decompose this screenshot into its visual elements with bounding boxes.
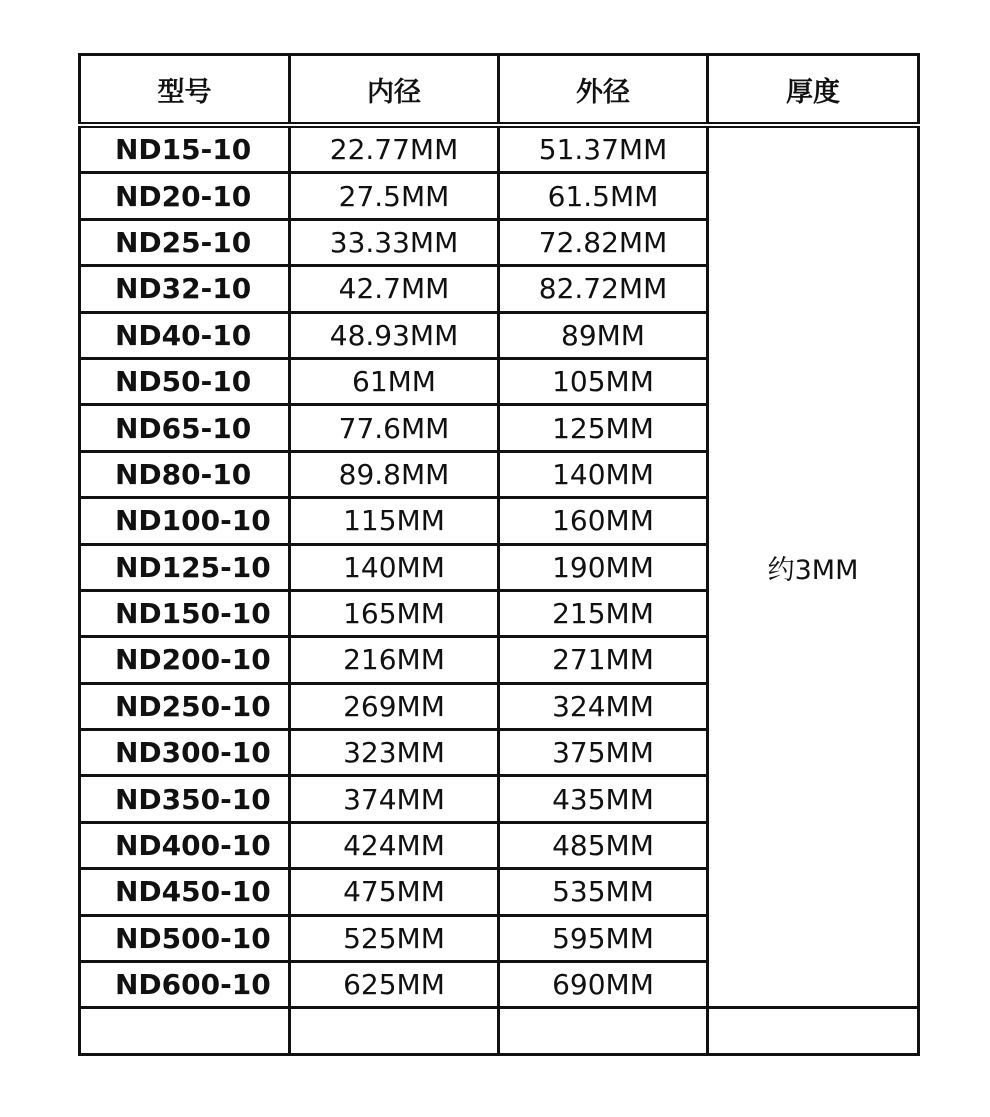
cell-model: ND500-10: [80, 915, 290, 961]
table-body: [80, 125, 919, 1055]
cell-model: ND80-10: [80, 451, 290, 497]
cell-model: ND400-10: [80, 822, 290, 868]
cell-model: ND50-10: [80, 358, 290, 404]
cell-thickness: 约3MM: [708, 125, 919, 1008]
cell-outer-diameter: 89MM: [499, 312, 708, 358]
cell-inner-diameter: 216MM: [290, 637, 499, 683]
cell-model: ND65-10: [80, 405, 290, 451]
cell-inner-diameter: 475MM: [290, 869, 499, 915]
cell-inner-diameter: 525MM: [290, 915, 499, 961]
cell-inner-diameter: 42.7MM: [290, 266, 499, 312]
header-outer-diameter: 外径: [499, 55, 708, 126]
cell-model: ND25-10: [80, 219, 290, 265]
cell-inner-diameter: 424MM: [290, 822, 499, 868]
cell-model: ND250-10: [80, 683, 290, 729]
empty-cell: [290, 1008, 499, 1055]
cell-inner-diameter: 269MM: [290, 683, 499, 729]
cell-model: ND600-10: [80, 962, 290, 1008]
cell-model: ND150-10: [80, 590, 290, 636]
cell-inner-diameter: 140MM: [290, 544, 499, 590]
cell-model: ND450-10: [80, 869, 290, 915]
cell-outer-diameter: 51.37MM: [499, 125, 708, 173]
cell-inner-diameter: 323MM: [290, 730, 499, 776]
cell-outer-diameter: 160MM: [499, 498, 708, 544]
cell-inner-diameter: 77.6MM: [290, 405, 499, 451]
cell-outer-diameter: 535MM: [499, 869, 708, 915]
cell-inner-diameter: 625MM: [290, 962, 499, 1008]
cell-model: ND100-10: [80, 498, 290, 544]
header-model: 型号: [80, 55, 290, 126]
cell-model: ND32-10: [80, 266, 290, 312]
empty-cell: [708, 1008, 919, 1055]
cell-outer-diameter: 82.72MM: [499, 266, 708, 312]
cell-model: ND20-10: [80, 173, 290, 219]
table-row: [80, 125, 919, 173]
cell-inner-diameter: 22.77MM: [290, 125, 499, 173]
cell-outer-diameter: 190MM: [499, 544, 708, 590]
cell-model: ND40-10: [80, 312, 290, 358]
cell-model: ND350-10: [80, 776, 290, 822]
cell-model: ND300-10: [80, 730, 290, 776]
empty-cell: [80, 1008, 290, 1055]
cell-inner-diameter: 27.5MM: [290, 173, 499, 219]
cell-model: ND200-10: [80, 637, 290, 683]
cell-inner-diameter: 48.93MM: [290, 312, 499, 358]
cell-outer-diameter: 690MM: [499, 962, 708, 1008]
cell-model: ND125-10: [80, 544, 290, 590]
header-row: [80, 55, 919, 126]
cell-outer-diameter: 324MM: [499, 683, 708, 729]
cell-outer-diameter: 215MM: [499, 590, 708, 636]
cell-outer-diameter: 375MM: [499, 730, 708, 776]
cell-outer-diameter: 595MM: [499, 915, 708, 961]
cell-outer-diameter: 125MM: [499, 405, 708, 451]
cell-outer-diameter: 72.82MM: [499, 219, 708, 265]
cell-outer-diameter: 435MM: [499, 776, 708, 822]
cell-inner-diameter: 89.8MM: [290, 451, 499, 497]
empty-row: [80, 1008, 919, 1055]
cell-inner-diameter: 33.33MM: [290, 219, 499, 265]
empty-cell: [499, 1008, 708, 1055]
cell-inner-diameter: 115MM: [290, 498, 499, 544]
cell-model: ND15-10: [80, 125, 290, 173]
cell-outer-diameter: 271MM: [499, 637, 708, 683]
cell-outer-diameter: 61.5MM: [499, 173, 708, 219]
cell-inner-diameter: 61MM: [290, 358, 499, 404]
cell-outer-diameter: 140MM: [499, 451, 708, 497]
cell-outer-diameter: 105MM: [499, 358, 708, 404]
header-thickness: 厚度: [708, 55, 919, 126]
cell-inner-diameter: 374MM: [290, 776, 499, 822]
gasket-size-table: [78, 53, 920, 1056]
cell-inner-diameter: 165MM: [290, 590, 499, 636]
cell-outer-diameter: 485MM: [499, 822, 708, 868]
header-inner-diameter: 内径: [290, 55, 499, 126]
